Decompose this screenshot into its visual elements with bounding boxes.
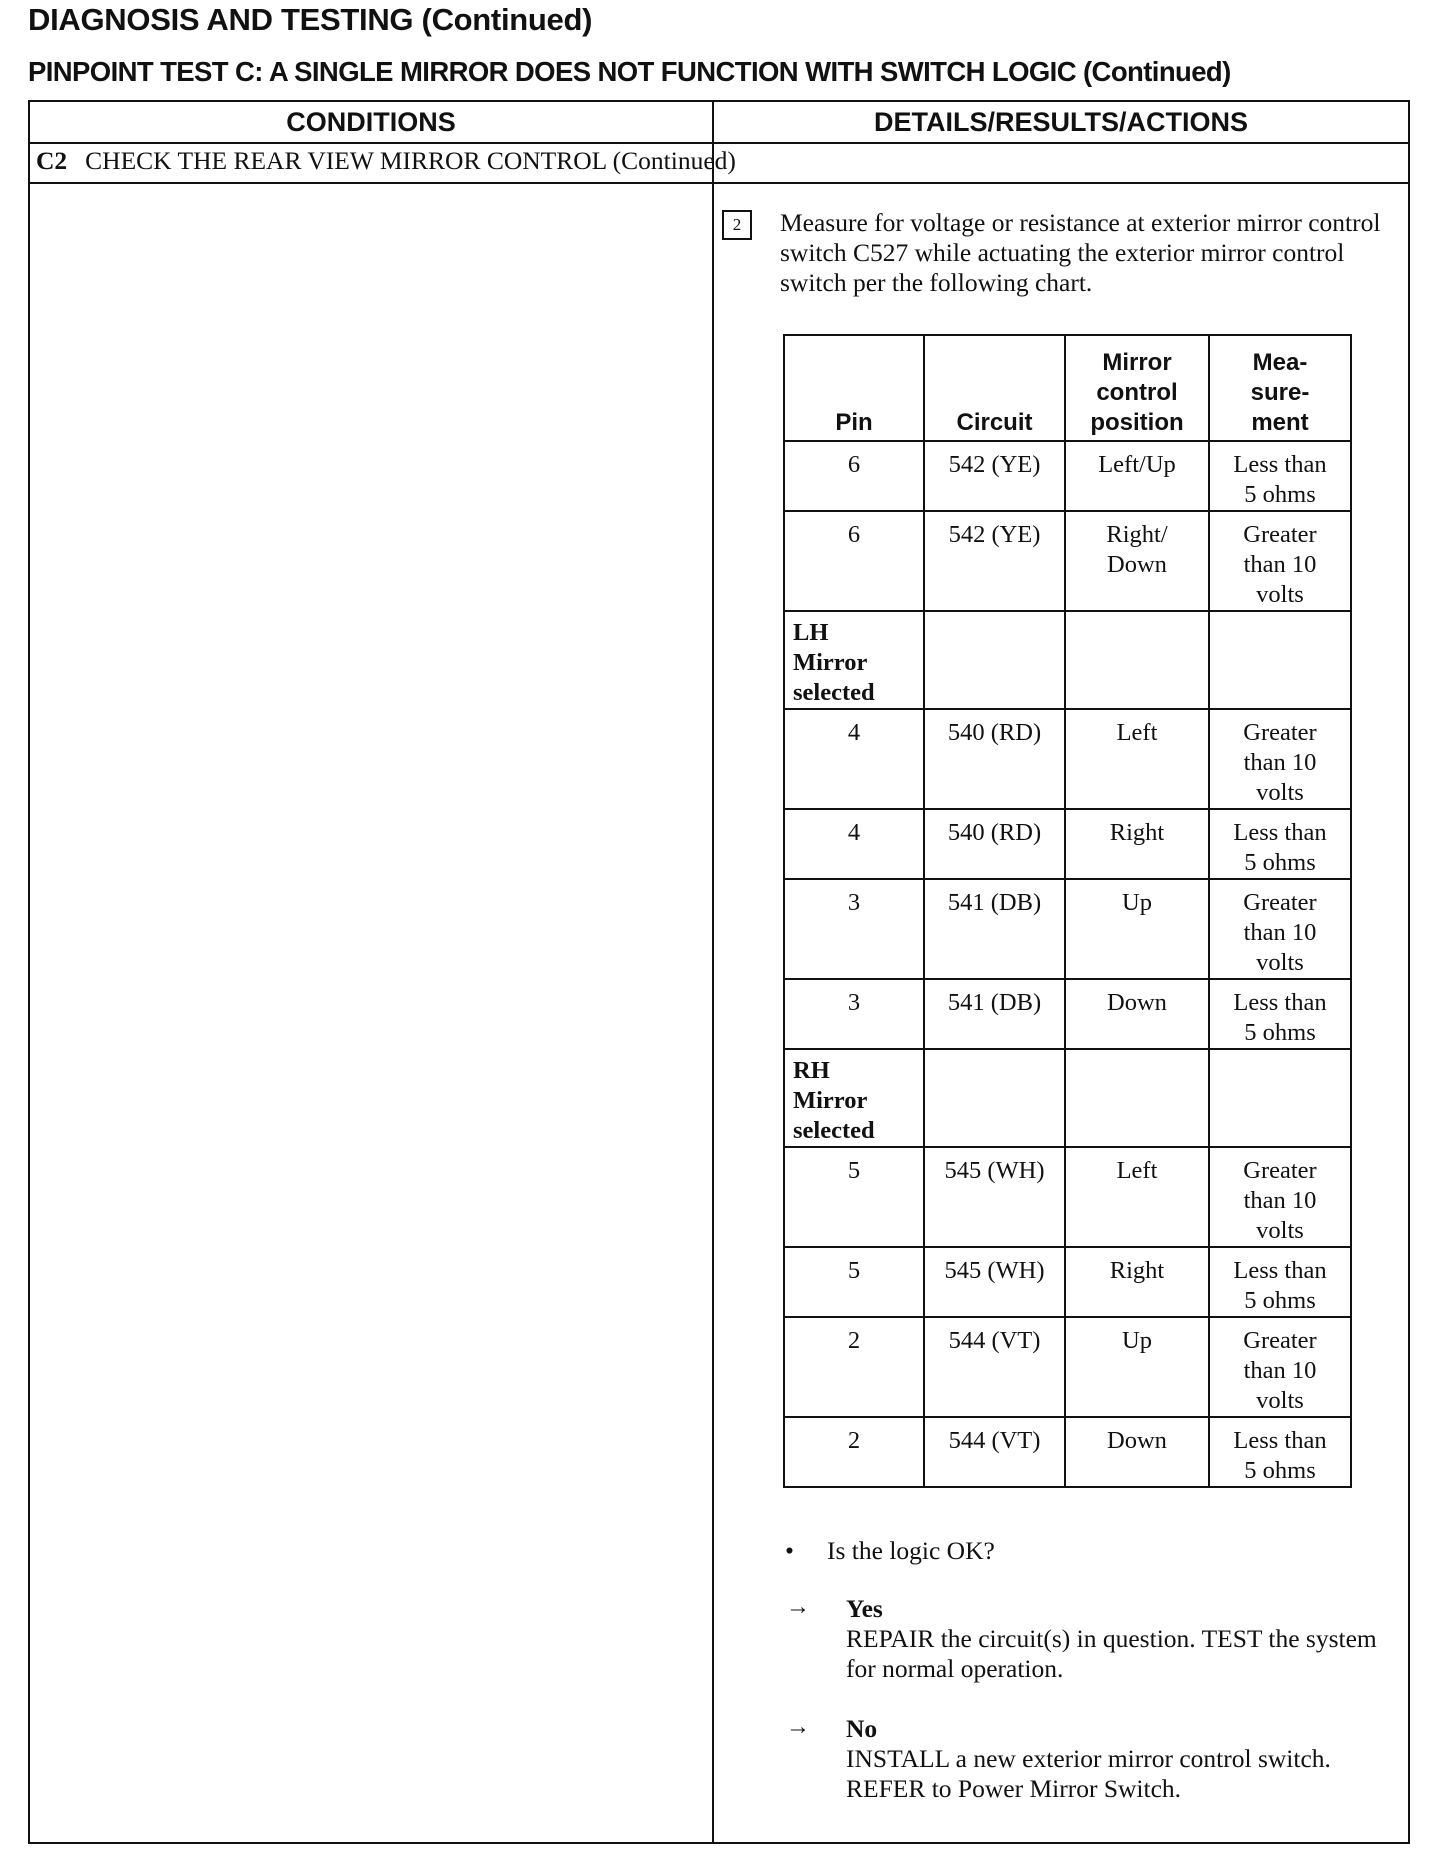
pin-cell: 5 xyxy=(784,1247,924,1317)
empty-cell xyxy=(924,1049,1065,1147)
pin-cell: 2 xyxy=(784,1417,924,1487)
pin-cell: 6 xyxy=(784,441,924,511)
position-cell: Right xyxy=(1065,809,1209,879)
position-cell: Left xyxy=(1065,709,1209,809)
header-mirror-control-position: Mirror control position xyxy=(1065,335,1209,441)
measurement-cell: Less than 5 ohms xyxy=(1209,809,1351,879)
circuit-cell: 540 (RD) xyxy=(924,809,1065,879)
empty-cell xyxy=(1209,1049,1351,1147)
empty-cell xyxy=(1209,611,1351,709)
pin-cell: 2 xyxy=(784,1317,924,1417)
circuit-cell: 545 (WH) xyxy=(924,1247,1065,1317)
circuit-cell: 541 (DB) xyxy=(924,879,1065,979)
pinpoint-test-title: PINPOINT TEST C: A SINGLE MIRROR DOES NOT FUNCTION WITH SWITCH LOGIC (Continued) xyxy=(28,56,1231,87)
question-text: Is the logic OK? xyxy=(827,1536,995,1565)
pin-cell: 4 xyxy=(784,809,924,879)
no-answer xyxy=(846,1714,1406,1804)
measurement-cell: Greater than 10 volts xyxy=(1209,511,1351,611)
section-code: C2 xyxy=(36,146,68,175)
circuit-cell: 544 (VT) xyxy=(924,1417,1065,1487)
table-row xyxy=(784,809,1351,879)
table-row xyxy=(784,1247,1351,1317)
group-row xyxy=(784,1049,1351,1147)
no-action: INSTALL a new exterior mirror control switch. REFER to Power Mirror Switch. xyxy=(846,1744,1331,1803)
position-cell: Left xyxy=(1065,1147,1209,1247)
empty-cell xyxy=(1065,611,1209,709)
position-cell: Right xyxy=(1065,1247,1209,1317)
no-label: No xyxy=(846,1714,878,1743)
pin-cell: 3 xyxy=(784,979,924,1049)
conditions-column-header: CONDITIONS xyxy=(286,107,456,137)
yes-action: REPAIR the circuit(s) in question. TEST the system for normal operation. xyxy=(846,1624,1377,1683)
table-row xyxy=(784,511,1351,611)
group-label: LH Mirror selected xyxy=(784,611,924,709)
measurement-cell: Greater than 10 volts xyxy=(1209,879,1351,979)
group-label: RH Mirror selected xyxy=(784,1049,924,1147)
yes-arrow-icon: → xyxy=(786,1594,810,1620)
position-cell: Right/ Down xyxy=(1065,511,1209,611)
bullet-mark: • xyxy=(785,1536,794,1565)
pin-cell: 6 xyxy=(784,511,924,611)
table-row xyxy=(784,1417,1351,1487)
circuit-cell: 544 (VT) xyxy=(924,1317,1065,1417)
measurement-cell: Less than 5 ohms xyxy=(1209,1247,1351,1317)
circuit-cell: 541 (DB) xyxy=(924,979,1065,1049)
position-cell: Up xyxy=(1065,1317,1209,1417)
table-row xyxy=(784,441,1351,511)
no-arrow-icon: → xyxy=(786,1714,810,1740)
yes-answer xyxy=(846,1594,1406,1684)
page-title: DIAGNOSIS AND TESTING (Continued) xyxy=(28,2,593,37)
table-row xyxy=(784,879,1351,979)
table-row xyxy=(784,1317,1351,1417)
empty-cell xyxy=(1065,1049,1209,1147)
pin-cell: 3 xyxy=(784,879,924,979)
circuit-cell: 542 (YE) xyxy=(924,511,1065,611)
empty-cell xyxy=(924,611,1065,709)
circuit-cell: 542 (YE) xyxy=(924,441,1065,511)
measurement-cell: Less than 5 ohms xyxy=(1209,441,1351,511)
header-pin: Pin xyxy=(784,335,924,441)
step-number-box: 2 xyxy=(722,210,752,240)
measurement-cell: Greater than 10 volts xyxy=(1209,709,1351,809)
section-heading xyxy=(36,146,736,176)
chart-body xyxy=(784,441,1351,1487)
measurement-cell: Less than 5 ohms xyxy=(1209,1417,1351,1487)
section-rule xyxy=(28,182,1410,184)
position-cell: Down xyxy=(1065,1417,1209,1487)
position-cell: Left/Up xyxy=(1065,441,1209,511)
yes-label: Yes xyxy=(846,1594,883,1623)
measurement-cell: Greater than 10 volts xyxy=(1209,1317,1351,1417)
details-column-header: DETAILS/RESULTS/ACTIONS xyxy=(873,107,1248,137)
pin-cell: 4 xyxy=(784,709,924,809)
header-rule xyxy=(28,142,1410,144)
step-instructions: Measure for voltage or resistance at exterior mirror control switch C527 while actuating the exterior mirror control switch per the following chart. xyxy=(780,208,1381,297)
circuit-cell: 545 (WH) xyxy=(924,1147,1065,1247)
measurement-chart xyxy=(783,334,1352,1488)
table-row xyxy=(784,709,1351,809)
measurement-cell: Greater than 10 volts xyxy=(1209,1147,1351,1247)
position-cell: Up xyxy=(1065,879,1209,979)
position-cell: Down xyxy=(1065,979,1209,1049)
header-circuit: Circuit xyxy=(924,335,1065,441)
section-title: CHECK THE REAR VIEW MIRROR CONTROL (Continued) xyxy=(85,146,736,175)
measurement-cell: Less than 5 ohms xyxy=(1209,979,1351,1049)
chart-header-row xyxy=(784,335,1351,441)
table-row xyxy=(784,1147,1351,1247)
logic-question xyxy=(785,1536,995,1566)
table-row xyxy=(784,979,1351,1049)
circuit-cell: 540 (RD) xyxy=(924,709,1065,809)
group-row xyxy=(784,611,1351,709)
column-divider xyxy=(712,100,714,1844)
header-measurement: Mea- sure- ment xyxy=(1209,335,1351,441)
pin-cell: 5 xyxy=(784,1147,924,1247)
